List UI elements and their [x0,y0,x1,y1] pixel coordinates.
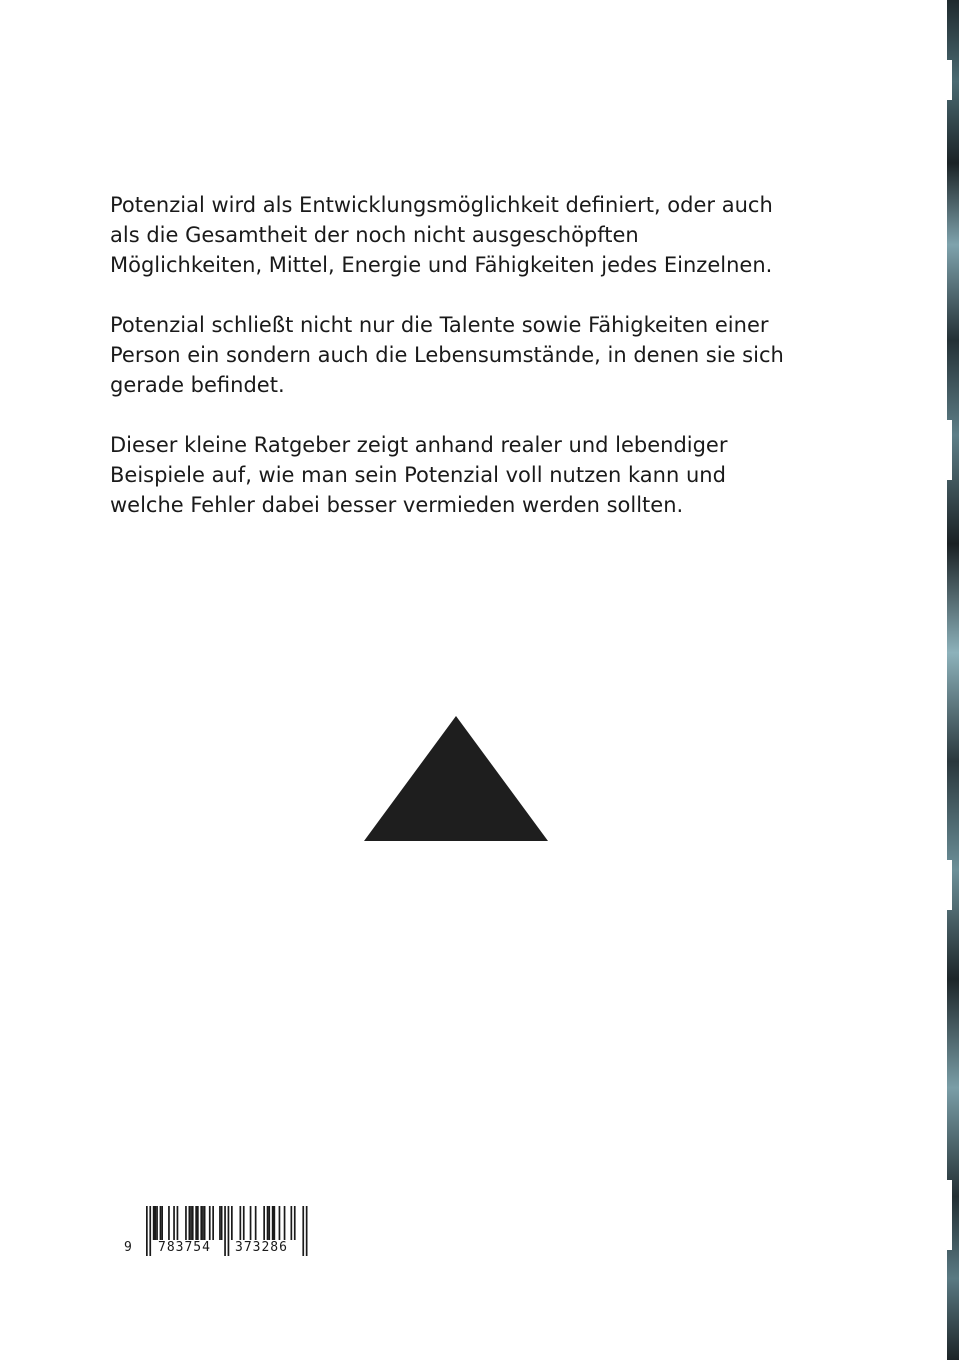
barcode-bar [200,1206,202,1240]
barcode-bar [173,1206,175,1240]
barcode-bar [267,1206,269,1240]
barcode-bar [156,1206,158,1240]
blurb-paragraph-1: Potenzial wird als Entwicklungsmöglichkeit definiert, oder auch als die Gesamtheit der noch nicht ausgeschöpften Möglichkeiten, Mittel, Energie und Fähigkeiten jedes Einzelnen. [110,193,773,277]
blurb-paragraph-3: Dieser kleine Ratgeber zeigt anhand realer und lebendiger Beispiele auf, wie man sein Potenzial voll nutzen kann und welche Fehler dabei besser vermieden werden sollten. [110,433,728,517]
barcode-bar [263,1206,265,1240]
barcode-bar [168,1206,170,1240]
barcode-bar [212,1206,214,1240]
barcode-bar [272,1206,274,1240]
barcode-digits-left: 783754 [158,1240,211,1255]
barcode-bar [185,1206,187,1240]
barcode-bar [209,1206,211,1240]
barcode-bar [161,1206,163,1240]
barcode-bar [195,1206,197,1240]
barcode-bar [284,1206,286,1240]
barcode-guard-bar [224,1206,226,1256]
barcode-bar [202,1206,204,1240]
barcode-bar [160,1206,162,1240]
triangle-icon [364,716,548,841]
barcode-bar [231,1206,233,1240]
barcode-bar [155,1206,157,1240]
barcode-bar [243,1206,245,1240]
barcode-bar [192,1206,194,1240]
barcode-bar [240,1206,242,1240]
barcode-bar [204,1206,206,1240]
barcode-bar [291,1206,293,1240]
barcode-guard-bar [302,1206,304,1256]
barcode-bar [190,1206,192,1240]
barcode-bar [177,1206,179,1240]
barcode-guard-bar [306,1206,308,1256]
barcode-bar [255,1206,257,1240]
barcode-bar [268,1206,270,1240]
barcode-guard-bar [146,1206,148,1256]
barcode-guard-bar [149,1206,151,1256]
barcode-guard-bar [228,1206,230,1256]
barcode-bar [197,1206,199,1240]
barcode-bar [250,1206,252,1240]
barcode-bar [189,1206,191,1240]
barcode-bar [153,1206,155,1240]
blurb-paragraph-2: Potenzial schließt nicht nur die Talente sowie Fähigkeiten einer Person ein sondern auch die Lebensumstände, in denen sie sich gerade befindet. [110,313,784,397]
barcode-bar [219,1206,221,1240]
barcode-bar [221,1206,223,1240]
spine-edge-artwork [947,0,959,1360]
barcode-digits-right: 373286 [235,1240,288,1255]
barcode-digit-first: 9 [124,1240,133,1255]
back-cover-blurb [110,190,790,550]
barcode-bar [294,1206,296,1240]
barcode-bar [274,1206,276,1240]
barcode-bar [279,1206,281,1240]
